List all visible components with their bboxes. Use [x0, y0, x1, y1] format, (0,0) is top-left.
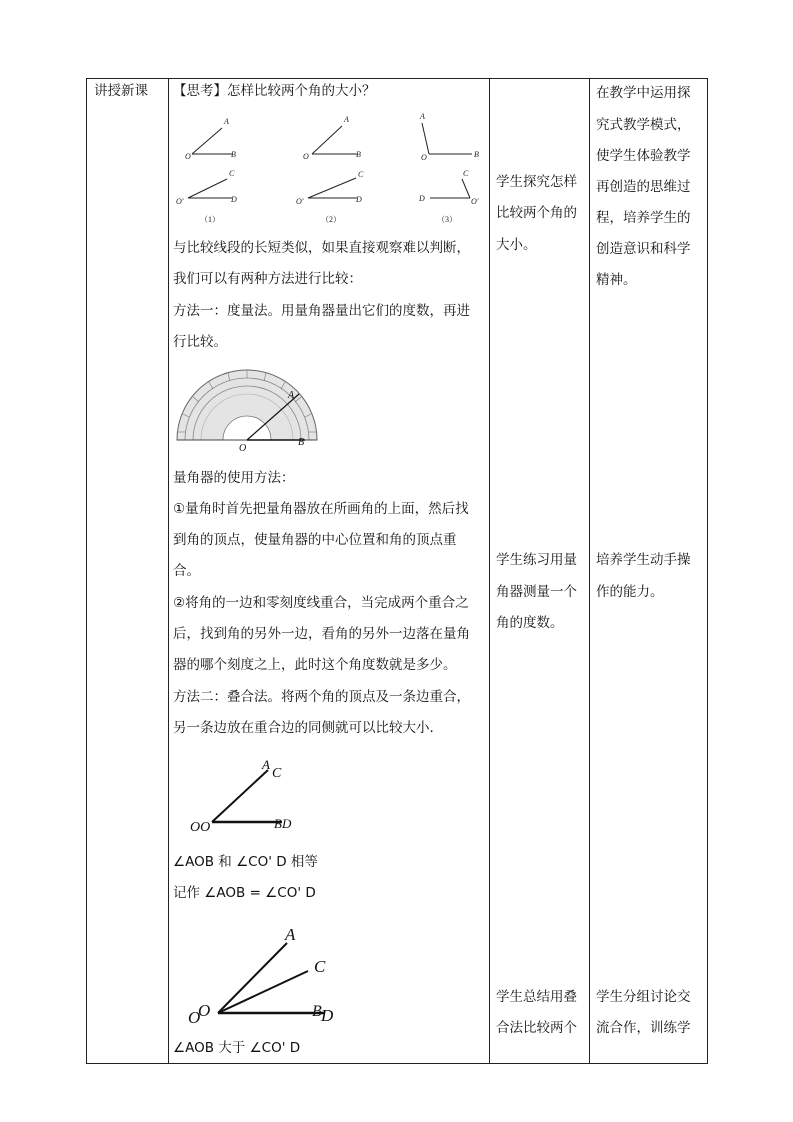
- fig1-label-a: A: [224, 117, 229, 126]
- greater-statement: ∠AOB 大于 ∠CO' D: [173, 1040, 301, 1056]
- equal-statement: ∠AOB 和 ∠CO' D 相等: [173, 854, 318, 870]
- student-activity-1-line-1: 学生探究怎样: [496, 174, 577, 190]
- table-divider-2: [489, 78, 490, 1064]
- design-intent-1-line-2: 究式教学模式，: [596, 117, 691, 133]
- fig3-label-c: C: [463, 169, 469, 178]
- student-activity-2-line-2: 角器测量一个: [496, 584, 577, 600]
- usage-1-line-3: 合。: [173, 563, 200, 579]
- fig2-label-c: C: [358, 170, 364, 179]
- fig-number-1: （1）: [200, 215, 220, 224]
- think-heading: [173, 82, 376, 100]
- fig2-label-op: O': [296, 197, 304, 206]
- student-activity-2-line-1: 学生练习用量: [496, 552, 577, 568]
- protractor-figure: [173, 362, 321, 454]
- fig3-label-o: O: [421, 153, 427, 162]
- fig-eq-label-c: C: [272, 766, 282, 781]
- fig1-label-o: O: [185, 152, 191, 161]
- think-question: 怎样比较两个角的大小？: [227, 83, 376, 99]
- method-2-line-1: 方法二：叠合法。将两个角的顶点及一条边重合，: [173, 689, 470, 705]
- design-intent-2-line-2: 作的能力。: [596, 584, 664, 600]
- student-activity-1-line-2: 比较两个角的: [496, 205, 577, 221]
- fig3-label-d: D: [419, 194, 425, 203]
- fig-gt-label-o1: O: [188, 1008, 201, 1027]
- usage-2-line-1: ②将角的一边和零刻度线重合，当完成两个重合之: [173, 595, 469, 611]
- fig3-label-op: O': [471, 197, 479, 206]
- usage-1-line-2: 到角的顶点，使量角器的中心位置和角的顶点重: [173, 532, 457, 548]
- fig-eq-label-bd: BD: [274, 816, 292, 831]
- fig1-label-b: B: [231, 150, 236, 159]
- overlap-greater-figure: [184, 922, 344, 1032]
- design-intent-1-line-1: 在教学中运用探: [596, 85, 691, 101]
- fig-eq-label-oo: OO: [190, 820, 211, 835]
- fig2-label-b: B: [356, 150, 361, 159]
- usage-title: 量角器的使用方法：: [173, 470, 295, 486]
- student-activity-2-line-3: 角的度数。: [496, 615, 564, 631]
- fig-gt-label-o2: O: [198, 1001, 211, 1020]
- record-statement: 记作 ∠AOB = ∠CO' D: [173, 885, 316, 901]
- usage-1-line-1: ①量角时首先把量角器放在所画角的上面，然后找: [173, 501, 469, 517]
- design-intent-1-line-3: 使学生体验教学: [596, 148, 691, 164]
- design-intent-3-line-1: 学生分组讨论交: [596, 989, 691, 1005]
- fig2-label-a: A: [344, 115, 349, 124]
- fig1-label-c: C: [229, 169, 235, 178]
- angle-comparison-figure: [170, 104, 488, 232]
- think-tag: 【思考】: [173, 83, 227, 99]
- method-2-line-2: 另一条边放在重合边的同侧就可以比较大小．: [173, 720, 443, 736]
- protractor-label-a: A: [288, 390, 295, 401]
- usage-2-line-3: 器的哪个刻度之上，此时这个角度数就是多少。: [173, 657, 457, 673]
- fig-gt-label-c: C: [314, 957, 326, 976]
- method-1-line-1: 方法一：度量法。用量角器量出它们的度数，再进: [173, 303, 470, 319]
- overlap-equal-figure: [186, 755, 306, 835]
- design-intent-2-line-1: 培养学生动手操: [596, 552, 691, 568]
- table-border-top: [86, 78, 708, 79]
- fig-gt-label-a: A: [285, 925, 296, 944]
- student-activity-1-line-3: 大小。: [496, 237, 537, 253]
- table-border-right: [707, 78, 708, 1064]
- fig2-label-o: O: [303, 152, 309, 161]
- student-activity-3-line-1: 学生总结用叠: [496, 989, 577, 1005]
- protractor-label-o: O: [239, 443, 247, 454]
- fig-eq-label-a: A: [262, 757, 270, 772]
- table-border-bottom: [86, 1063, 708, 1064]
- fig3-label-b: B: [474, 150, 479, 159]
- section-label: 讲授新课: [94, 83, 148, 99]
- fig-gt-label-d: D: [321, 1006, 334, 1025]
- design-intent-1-line-7: 精神。: [596, 272, 637, 288]
- fig-number-3: （3）: [437, 215, 457, 224]
- fig1-label-op: O': [176, 197, 184, 206]
- fig3-label-a: A: [420, 112, 425, 121]
- fig-gt-label-b: B: [312, 1003, 322, 1020]
- method-1-line-2: 行比较。: [173, 334, 227, 350]
- protractor-label-b: B: [298, 437, 305, 448]
- para-1-line-2: 我们可以有两种方法进行比较：: [173, 271, 362, 287]
- design-intent-1-line-6: 创造意识和科学: [596, 241, 691, 257]
- student-activity-3-line-2: 合法比较两个: [496, 1020, 577, 1036]
- table-border-left: [86, 78, 87, 1064]
- fig2-label-d: D: [356, 195, 362, 204]
- design-intent-3-line-2: 流合作，训练学: [596, 1020, 691, 1036]
- design-intent-1-line-4: 再创造的思维过: [596, 179, 691, 195]
- usage-2-line-2: 后，找到角的另外一边，看角的另外一边落在量角: [173, 626, 470, 642]
- design-intent-1-line-5: 程，培养学生的: [596, 210, 691, 226]
- fig-number-2: （2）: [321, 215, 341, 224]
- para-1-line-1: 与比较线段的长短类似，如果直接观察难以判断，: [173, 240, 470, 256]
- table-divider-3: [589, 78, 590, 1064]
- table-divider-1: [168, 78, 169, 1064]
- fig1-label-d: D: [231, 195, 237, 204]
